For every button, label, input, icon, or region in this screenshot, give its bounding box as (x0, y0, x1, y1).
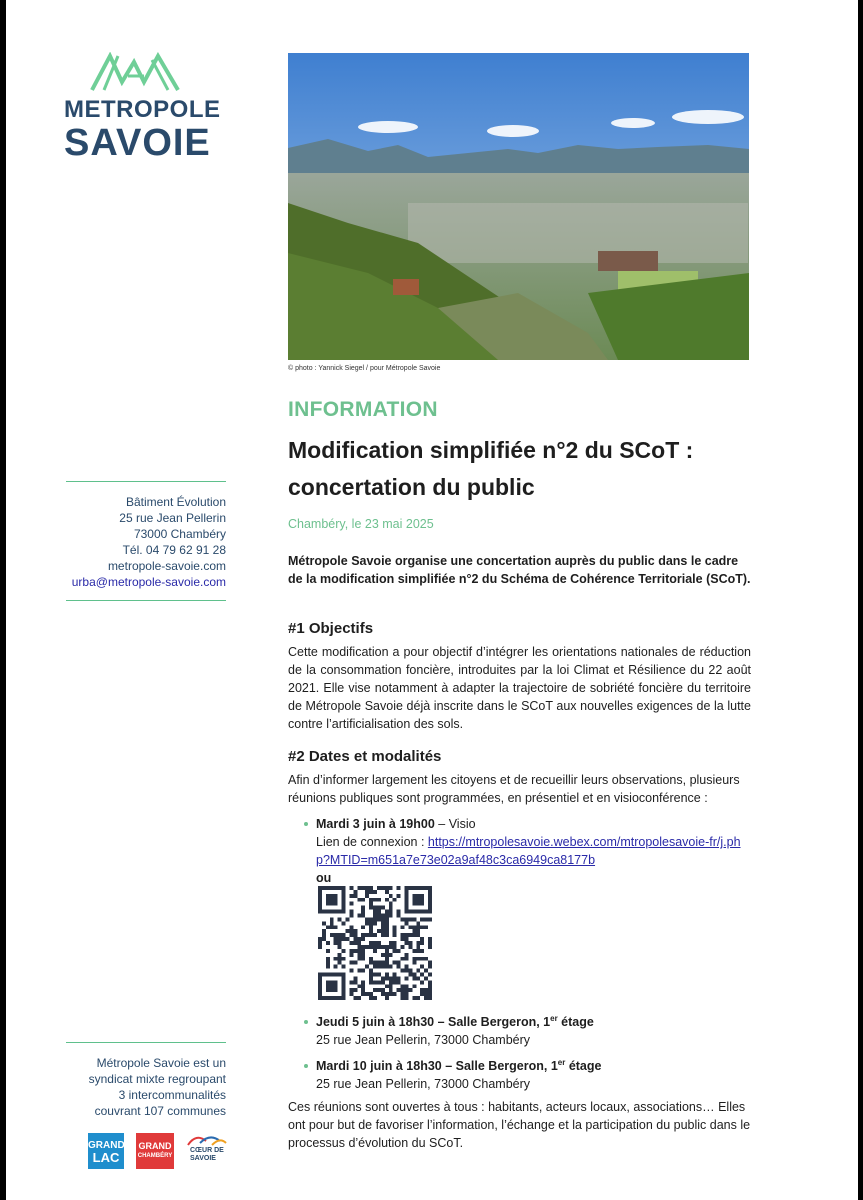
document-page (6, 0, 858, 1200)
page-title (288, 432, 756, 506)
meeting-1-or: ou (316, 871, 332, 885)
logo-line-2: SAVOIE (64, 122, 211, 164)
grand-lac-line: LAC (92, 1150, 120, 1165)
meeting-2-when: Jeudi 5 juin à 18h30 – Salle Bergeron, 1 (316, 1015, 551, 1029)
meeting-item-visio (304, 815, 744, 887)
grand-chambery-line: CHAMBÉRY (137, 1153, 173, 1159)
coeur-de-savoie-arcs-icon (186, 1133, 228, 1147)
grand-chambery-logo (136, 1133, 174, 1169)
chambery-landscape-photo (288, 53, 749, 360)
meeting-3-sup: er (557, 1057, 566, 1067)
contact-website[interactable]: metropole-savoie.com (107, 559, 226, 573)
meeting-1-link-label: Lien de connexion : (316, 835, 428, 849)
section-dates-body: Afin d’informer largement les citoyens et de recueillir leurs observations, plusieurs réunions publiques sont programmées, en présentiel et en visioconférence : (288, 773, 740, 805)
meeting-3-when: Mardi 10 juin à 18h30 – Salle Bergeron, 1 (316, 1059, 558, 1073)
meeting-2-address: 25 rue Jean Pellerin, 73000 Chambéry (316, 1033, 531, 1047)
meeting-1-when: Mardi 3 juin à 19h00 (316, 817, 435, 831)
grand-chambery-line: GRAND (138, 1141, 172, 1151)
coeur-line: CŒUR DE (190, 1147, 224, 1154)
webex-link[interactable]: https://mtropolesavoie.webex.com/mtropolesavoie-fr/j.php?MTID=m651a7e73e02a9af48c3ca6949ca8177b (316, 835, 741, 867)
contact-email-link[interactable]: urba@metropole-savoie.com (71, 575, 226, 589)
contact-phone: Tél. 04 79 62 91 28 (122, 543, 226, 557)
meeting-3-address: 25 rue Jean Pellerin, 73000 Chambéry (316, 1077, 531, 1091)
bullet-dot-icon (304, 1020, 308, 1024)
lead-paragraph: Métropole Savoie organise une concertation auprès du public dans le cadre de la modification simplifiée n°2 du Schéma de Cohérence Territoriale (SCoT). (288, 554, 751, 586)
meeting-2-floor: étage (557, 1015, 594, 1029)
contact-block (66, 481, 226, 601)
grand-lac-line: GRAND (88, 1140, 125, 1151)
about-block (66, 1042, 226, 1119)
closing-paragraph: Ces réunions sont ouvertes à tous : habitants, acteurs locaux, associations… Elles ont pour but de favoriser l’information, l’échange et la participation du public dans le processus d’évolution du SCoT. (288, 1100, 751, 1150)
metropole-savoie-logo (64, 52, 229, 162)
coeur-de-savoie-logo (186, 1133, 228, 1169)
meeting-item-mardi-10 (304, 1057, 744, 1093)
section-dates-title: #2 Dates et modalités (288, 748, 442, 765)
section-objectifs-body: Cette modification a pour objectif d’intégrer les orientations nationales de réduction de la consommation foncière, introduites par la loi Climat et Résilience du 22 août 2021. Elle vise notamment à adapter la trajectoire de sobriété foncière du territoire de Métropole Savoie déjà inscrite dans le SCoT aux nouvelles exigences de la lutte contre l’artificialisation des sols. (288, 645, 751, 731)
about-line: Métropole Savoie est un (96, 1056, 226, 1070)
coeur-line: SAVOIE (190, 1155, 216, 1162)
title-line-2: concertation du public (288, 474, 535, 500)
qr-code-icon[interactable] (318, 886, 432, 1000)
section-objectifs-title: #1 Objectifs (288, 620, 374, 637)
logo-line-1: METROPOLE (64, 96, 221, 123)
contact-building: Bâtiment Évolution (125, 495, 226, 509)
mountain-logo-icon (88, 52, 198, 92)
grand-lac-logo (88, 1133, 124, 1169)
meeting-2-sup: er (550, 1013, 558, 1023)
contact-street: 25 rue Jean Pellerin (119, 511, 226, 525)
about-line: 3 intercommunalités (118, 1088, 226, 1102)
meeting-1-mode: – Visio (434, 817, 476, 831)
bullet-dot-icon (304, 822, 308, 826)
bullet-dot-icon (304, 1064, 308, 1068)
photo-credit: © photo : Yannick Siegel / pour Métropole Savoie (288, 365, 441, 372)
about-line: syndicat mixte regroupant (88, 1072, 226, 1086)
about-line: couvrant 107 communes (94, 1104, 226, 1118)
contact-city: 73000 Chambéry (133, 527, 226, 541)
publication-date: Chambéry, le 23 mai 2025 (288, 517, 434, 531)
partner-logos (88, 1133, 228, 1169)
meeting-item-jeudi (304, 1013, 744, 1049)
category-label: INFORMATION (288, 398, 438, 421)
title-line-1: Modification simplifiée n°2 du SCoT : (288, 437, 694, 463)
meeting-3-floor: étage (565, 1059, 602, 1073)
